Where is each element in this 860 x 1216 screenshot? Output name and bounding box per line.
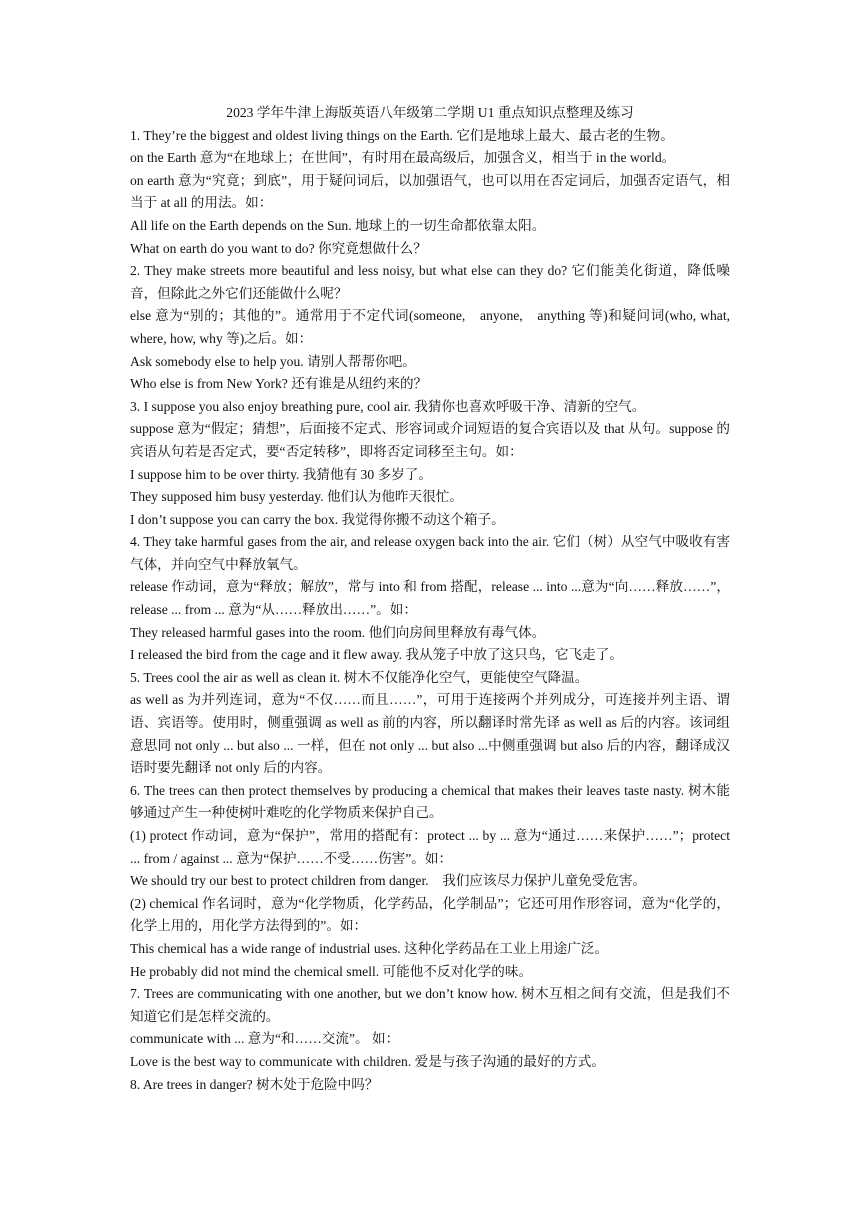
text-line: 7. Trees are communicating with one another, but we don’t know how. 树木互相之间有交流，但是我们不知道它们是怎样交流的。 <box>130 986 730 1024</box>
text-line: I released the bird from the cage and it flew away. 我从笼子中放了这只鸟，它飞走了。 <box>130 647 623 663</box>
text-line: They released harmful gases into the room. 他们向房间里释放有毒气体。 <box>130 624 546 640</box>
text-line: He probably did not mind the chemical smell. 可能他不反对化学的味。 <box>130 963 533 979</box>
text-line: 8. Are trees in danger? 树木处于危险中吗？ <box>130 1076 379 1092</box>
text-line: What on earth do you want to do? 你究竟想做什么？ <box>130 240 427 256</box>
document-page <box>130 102 730 1096</box>
text-line: We should try our best to protect children from danger. 我们应该尽力保护儿童免受危害。 <box>130 873 647 889</box>
text-line: else 意为“别的；其他的”。通常用于不定代词(someone, anyone, anything 等)和疑问词(who, what, where, how, why 等)之后。如： <box>130 308 730 346</box>
document-title: 2023 学年牛津上海版英语八年级第二学期 U1 重点知识点整理及练习 <box>226 105 634 120</box>
text-line: on earth 意为“究竟；到底”，用于疑问词后，以加强语气，也可以用在否定词后，加强否定语气，相当于 at all 的用法。如： <box>130 172 730 211</box>
text-line: All life on the Earth depends on the Sun. 地球上的一切生命都依靠太阳。 <box>130 217 546 233</box>
text-line: 5. Trees cool the air as well as clean it. 树木不仅能净化空气，更能使空气降温。 <box>130 669 589 685</box>
text-line: 3. I suppose you also enjoy breathing pure, cool air. 我猜你也喜欢呼吸干净、清新的空气。 <box>130 398 646 414</box>
text-line: This chemical has a wide range of industrial uses. 这种化学药品在工业上用途广泛。 <box>130 940 608 956</box>
text-line: as well as 为并列连词，意为“不仅……而且……”，可用于连接两个并列成分，可连接并列主语、谓语、宾语等。使用时，侧重强调 as well as 前的内容，所以翻译时常先译 as well as 后的内容。该词组意思同 not only ... but also ... 一样，但在 not only ... but also ...中侧重强调 but also 后的内容，翻译成汉语时要先翻译 not only 后的内容。 <box>130 692 730 776</box>
text-line: 6. The trees can then protect themselves by producing a chemical that makes their leaves taste nasty. 树木能够通过产生一种使树叶难吃的化学物质来保护自己。 <box>130 782 730 821</box>
text-line: Ask somebody else to help you. 请别人帮帮你吧。 <box>130 353 416 369</box>
text-line: Love is the best way to communicate with children. 爱是与孩子沟通的最好的方式。 <box>130 1053 605 1069</box>
text-line: 2. They make streets more beautiful and less noisy, but what else can they do? 它们能美化街道，降低噪音，但除此之外它们还能做什么呢？ <box>130 263 730 301</box>
text-line: suppose 意为“假定；猜想”，后面接不定式、形容词或介词短语的复合宾语以及 that 从句。suppose 的宾语从句若是否定式，要“否定转移”，即将否定词移至主句。如： <box>130 421 730 459</box>
text-line: I don’t suppose you can carry the box. 我觉得你搬不动这个箱子。 <box>130 511 505 527</box>
text-line: (2) chemical 作名词时，意为“化学物质，化学药品，化学制品”；它还可用作形容词，意为“化学的，化学上用的，用化学方法得到的”。如： <box>130 895 730 934</box>
text-line: I suppose him to be over thirty. 我猜他有 30 多岁了。 <box>130 466 432 482</box>
text-line: communicate with ... 意为“和……交流”。 如： <box>130 1031 400 1047</box>
text-line: on the Earth 意为“在地球上；在世间”，有时用在最高级后，加强含义，相当于 in the world。 <box>130 150 676 166</box>
text-line: 4. They take harmful gases from the air, and release oxygen back into the air. 它们（树）从空气中吸收有害气体，并向空气中释放氧气。 <box>130 534 730 572</box>
text-line: release 作动词，意为“释放；解放”，常与 into 和 from 搭配，release ... into ...意为“向……释放……”，release ... from ... 意为“从……释放出……”。如： <box>130 579 730 618</box>
text-line: (1) protect 作动词，意为“保护”，常用的搭配有：protect ... by ... 意为“通过……来保护……”；protect ... from / against ... 意为“保护……不受……伤害”。如： <box>130 828 730 866</box>
text-line: 1. They’re the biggest and oldest living things on the Earth. 它们是地球上最大、最古老的生物。 <box>130 127 674 143</box>
text-line: Who else is from New York? 还有谁是从纽约来的？ <box>130 376 428 392</box>
text-line: They supposed him busy yesterday. 他们认为他昨天很忙。 <box>130 489 463 505</box>
